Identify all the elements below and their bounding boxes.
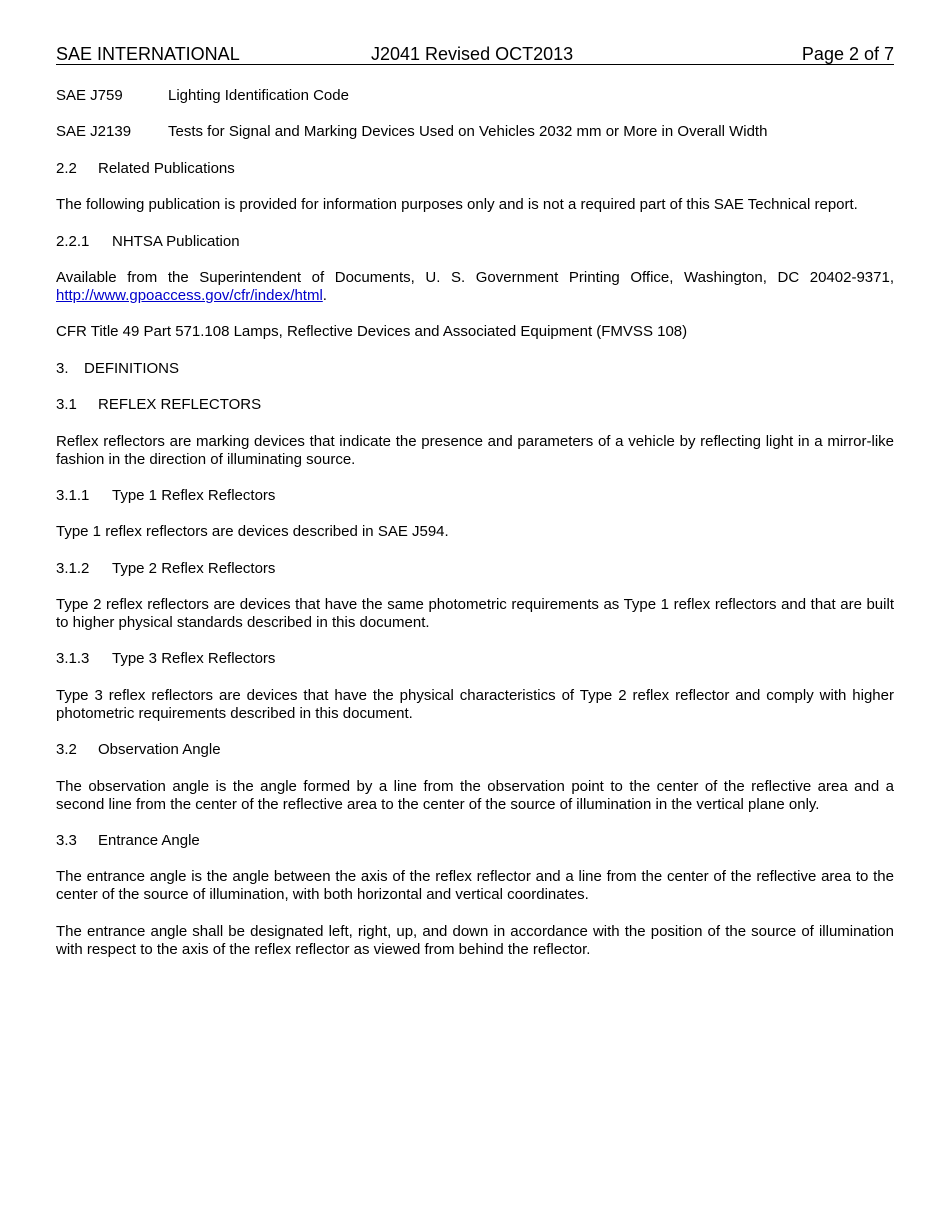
reference-code: SAE J2139 <box>56 123 132 141</box>
section-title: Type 1 Reflex Reflectors <box>112 486 276 504</box>
section-number: 3.3 <box>56 832 77 850</box>
section-number: 3.1.1 <box>56 486 90 504</box>
section-heading-3 <box>56 360 894 378</box>
section-number: 3.1.2 <box>56 559 90 577</box>
section-title: Type 3 Reflex Reflectors <box>112 650 276 668</box>
section-number: 3. <box>56 359 69 377</box>
reference-entry <box>56 87 894 105</box>
document-body <box>56 87 894 977</box>
reference-entry <box>56 123 894 141</box>
section-number: 2.2 <box>56 159 77 177</box>
section-number: 3.1 <box>56 396 77 414</box>
section-number: 2.2.1 <box>56 232 90 250</box>
section-title: Type 2 Reflex Reflectors <box>112 559 276 577</box>
section-heading-3-3 <box>56 832 894 850</box>
section-heading-3-1-2 <box>56 560 894 578</box>
paragraph-cfr: CFR Title 49 Part 571.108 Lamps, Reflective Devices and Associated Equipment (FMVSS 108) <box>56 323 688 341</box>
header-page-number: Page 2 of 7 <box>801 44 894 64</box>
section-title: DEFINITIONS <box>84 359 180 377</box>
section-heading-2-2-1 <box>56 233 894 251</box>
section-heading-3-1-1 <box>56 487 894 505</box>
section-title: NHTSA Publication <box>112 232 240 250</box>
section-title: Related Publications <box>98 159 235 177</box>
section-heading-3-1 <box>56 396 894 414</box>
available-from-text: Available from the Superintendent of Documents, U. S. Government Printing Office, Washington, DC 20402-9371, <box>56 268 894 286</box>
reference-title: Lighting Identification Code <box>168 87 349 104</box>
paragraph-type-2: Type 2 reflex reflectors are devices that have the same photometric requirements as Type 1 reflex reflectors and that are built to higher physical standards described in this document. <box>56 596 894 632</box>
paragraph-related-publications: The following publication is provided for information purposes only and is not a required part of this SAE Technical report. <box>56 196 858 214</box>
section-title: REFLEX REFLECTORS <box>98 396 262 414</box>
header-document-id: J2041 Revised OCT2013 <box>371 44 574 64</box>
paragraph-type-3: Type 3 reflex reflectors are devices that have the physical characteristics of Type 2 reflex reflector and comply with higher photometric requirements described in this document. <box>56 686 894 722</box>
page-header <box>56 44 894 65</box>
section-heading-3-2 <box>56 741 894 759</box>
section-title: Observation Angle <box>98 741 221 759</box>
section-number: 3.2 <box>56 741 77 759</box>
header-organization: SAE INTERNATIONAL <box>56 44 240 64</box>
section-title: Entrance Angle <box>98 832 200 850</box>
gpoaccess-link[interactable]: http://www.gpoaccess.gov/cfr/index/html <box>56 286 323 304</box>
section-heading-2-2 <box>56 160 894 178</box>
paragraph-entrance-angle-definition: The entrance angle is the angle between the axis of the reflex reflector and a line from the center of the reflective area to the center of the source of illumination, with both horizontal and vertical coordinates. <box>56 868 894 904</box>
section-number: 3.1.3 <box>56 650 90 668</box>
paragraph-observation-angle: The observation angle is the angle formed by a line from the observation point to the center of the reflective area and a second line from the center of the reflective area to the center of the source of illumination in the vertical plane only. <box>56 777 894 813</box>
paragraph-available-from: Available from the Superintendent of Documents, U. S. Government Printing Office, Washington, DC 20402-9371, http://www.gpoaccess.gov/cfr/index/html. <box>56 268 894 304</box>
paragraph-reflex-reflectors: Reflex reflectors are marking devices that indicate the presence and parameters of a vehicle by reflecting light in a mirror-like fashion in the direction of illuminating source. <box>56 432 894 468</box>
paragraph-type-1: Type 1 reflex reflectors are devices described in SAE J594. <box>56 523 449 541</box>
reference-title: Tests for Signal and Marking Devices Used on Vehicles 2032 mm or More in Overall Width <box>168 123 768 141</box>
section-heading-3-1-3 <box>56 650 894 668</box>
paragraph-entrance-angle-designation: The entrance angle shall be designated left, right, up, and down in accordance with the position of the source of illumination with respect to the axis of the reflex reflector as viewed from behind the reflector. <box>56 922 894 958</box>
reference-code: SAE J759 <box>56 87 123 104</box>
